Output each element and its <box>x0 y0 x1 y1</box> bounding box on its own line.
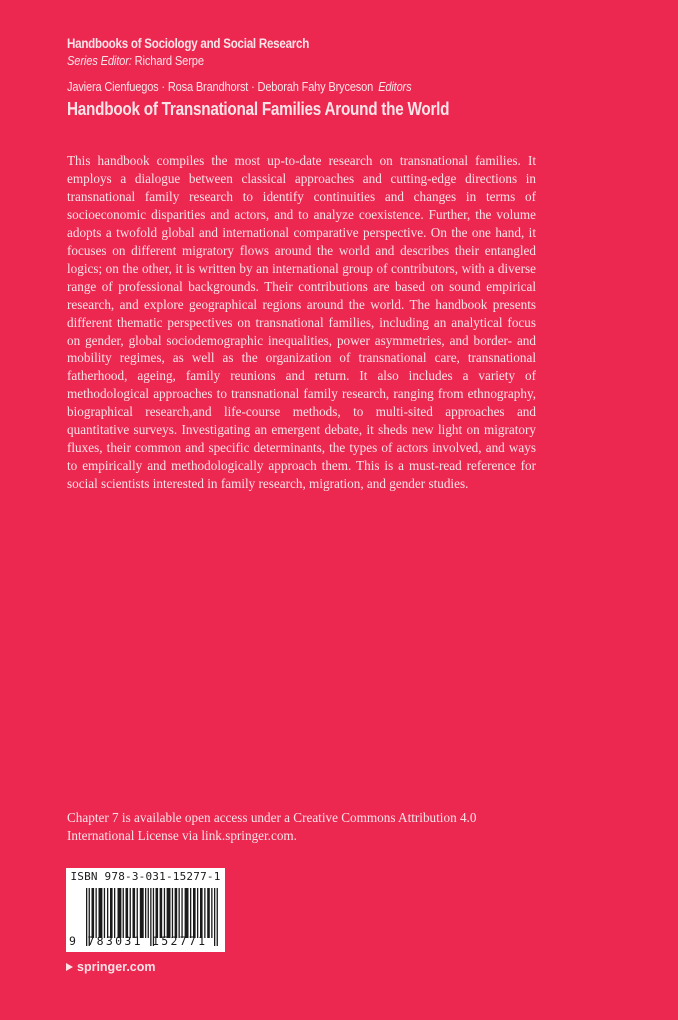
series-editor-label: Series Editor: <box>67 53 132 68</box>
series-title: Handbooks of Sociology and Social Research <box>67 36 310 51</box>
editors-role: Editors <box>378 79 412 94</box>
book-title: Handbook of Transnational Families Around the World <box>67 99 450 119</box>
editors-line <box>67 79 411 94</box>
springer-link-label: springer.com <box>77 960 156 974</box>
editor-names: Javiera Cienfuegos · Rosa Brandhorst · Deborah Fahy Bryceson <box>67 79 374 94</box>
springer-link[interactable] <box>66 960 156 974</box>
isbn-barcode <box>66 868 225 952</box>
isbn-label: ISBN 978-3-031-15277-1 <box>70 870 221 883</box>
series-editor <box>67 53 204 68</box>
barcode-digits: 9 783031 152771 <box>69 934 208 948</box>
triangle-right-icon <box>66 963 73 971</box>
book-blurb: This handbook compiles the most up-to-date research on transnational families. It employs a dialogue between classical approaches and cutting-edge directions in transnational family research to identify continuities and changes in terms of socioeconomic disparities and actors, and to analyze coexistence. Further, the volume adopts a twofold global and international comparative perspective. On the one hand, it focuses on different migratory flows around the world and describes their entangled logics; on the other, it is written by an international group of contributors, with a diverse range of professional backgrounds. Their contributions are based on sound empirical research, and explore geographical regions around the world. The handbook presents different thematic perspectives on transnational families, including an analytical focus on gender, global sociodemographic inequalities, power asymmetries, and border- and mobility regimes, as well as the organization of transnational care, transnational fatherhood, ageing, family reunions and return. It also includes a variety of methodological approaches to transnational family research, ranging from ethnography, biographical research,and life-course methods, to multi-sited approaches and quantitative surveys. Investigating an emergent debate, it sheds new light on migratory fluxes, their common and specific determinants, the types of actors involved, and ways to empirically and methodologically approach them. This is a must-read reference for social scientists interested in family research, migration, and gender studies. <box>67 153 536 492</box>
series-editor-name: Richard Serpe <box>134 53 204 68</box>
open-access-note: Chapter 7 is available open access under a Creative Commons Attribution 4.0 International License via link.springer.com. <box>67 810 477 843</box>
